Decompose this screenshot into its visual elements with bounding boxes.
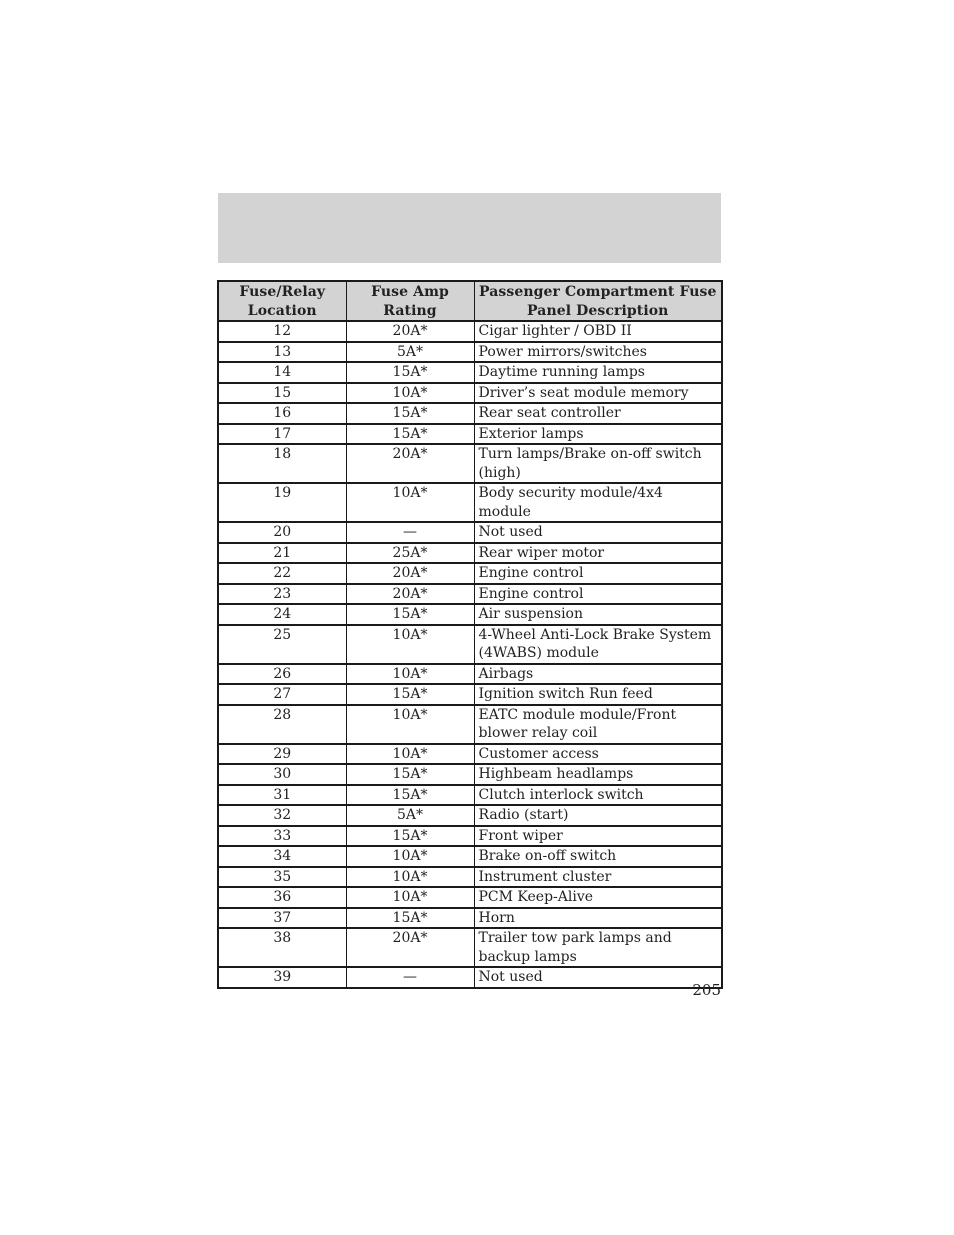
fuse-description-cell: Instrument cluster (474, 867, 722, 888)
table-row (218, 625, 722, 664)
table-row (218, 805, 722, 826)
fuse-rating-cell: 10A* (346, 483, 474, 522)
fuse-location-cell: 25 (218, 625, 346, 664)
fuse-rating-cell: 10A* (346, 383, 474, 404)
table-row (218, 424, 722, 445)
fuse-rating-cell: 15A* (346, 764, 474, 785)
fuse-description-cell: PCM Keep-Alive (474, 887, 722, 908)
fuse-description-cell: Not used (474, 522, 722, 543)
fuse-description-cell: Power mirrors/switches (474, 342, 722, 363)
fuse-rating-cell: 10A* (346, 887, 474, 908)
fuse-rating-cell: 15A* (346, 684, 474, 705)
fuse-location-cell: 39 (218, 967, 346, 988)
table-row (218, 483, 722, 522)
table-row (218, 342, 722, 363)
fuse-description-cell: Airbags (474, 664, 722, 685)
fuse-location-cell: 37 (218, 908, 346, 929)
fuse-rating-cell: 10A* (346, 846, 474, 867)
fuse-description-cell: Clutch interlock switch (474, 785, 722, 806)
table-row (218, 846, 722, 867)
table-row (218, 744, 722, 765)
fuse-description-cell: Ignition switch Run feed (474, 684, 722, 705)
table-row (218, 563, 722, 584)
fuse-rating-cell: 5A* (346, 342, 474, 363)
fuse-description-cell: 4-Wheel Anti-Lock Brake System (4WABS) module (474, 625, 722, 664)
fuse-location-cell: 28 (218, 705, 346, 744)
fuse-location-cell: 19 (218, 483, 346, 522)
fuse-location-cell: 15 (218, 383, 346, 404)
column-header-description-line1: Passenger Compartment Fuse (478, 284, 717, 300)
table-row (218, 785, 722, 806)
fuse-description-cell: Horn (474, 908, 722, 929)
fuse-rating-cell: 10A* (346, 625, 474, 664)
table-body (218, 321, 722, 988)
fuse-description-cell: Driver’s seat module memory (474, 383, 722, 404)
column-header-location-line1: Fuse/Relay (239, 284, 326, 300)
fuse-description-cell: Body security module/4x4 module (474, 483, 722, 522)
table-row (218, 764, 722, 785)
fuse-rating-cell: 15A* (346, 424, 474, 445)
fuse-description-cell: Engine control (474, 584, 722, 605)
fuse-rating-cell: 20A* (346, 584, 474, 605)
table-row (218, 684, 722, 705)
fuse-description-cell: Engine control (474, 563, 722, 584)
fuse-location-cell: 24 (218, 604, 346, 625)
fuse-location-cell: 17 (218, 424, 346, 445)
fuse-location-cell: 12 (218, 321, 346, 342)
fuse-rating-cell: 15A* (346, 826, 474, 847)
fuse-rating-cell: 15A* (346, 403, 474, 424)
table-row (218, 522, 722, 543)
table-row (218, 444, 722, 483)
page-number: 205 (692, 981, 721, 999)
fuse-location-cell: 35 (218, 867, 346, 888)
fuse-description-cell: Exterior lamps (474, 424, 722, 445)
table-row (218, 664, 722, 685)
fuse-description-cell: Daytime running lamps (474, 362, 722, 383)
fuse-rating-cell: 20A* (346, 928, 474, 967)
column-header-rating (346, 281, 474, 321)
table-row (218, 604, 722, 625)
fuse-description-cell: Brake on-off switch (474, 846, 722, 867)
fuse-location-cell: 27 (218, 684, 346, 705)
fuse-location-cell: 23 (218, 584, 346, 605)
fuse-description-cell: Radio (start) (474, 805, 722, 826)
table-row (218, 321, 722, 342)
fuse-description-cell: Cigar lighter / OBD II (474, 321, 722, 342)
table-row (218, 362, 722, 383)
column-header-rating-line2: Rating (383, 302, 437, 319)
fuse-description-cell: EATC module module/Front blower relay coil (474, 705, 722, 744)
column-header-description-line2: Panel Description (527, 302, 669, 319)
fuse-location-cell: 21 (218, 543, 346, 564)
fuse-rating-cell: 20A* (346, 563, 474, 584)
table-row (218, 867, 722, 888)
fuse-location-cell: 14 (218, 362, 346, 383)
fuse-description-cell: Front wiper (474, 826, 722, 847)
fuse-rating-cell: 25A* (346, 543, 474, 564)
table-row (218, 584, 722, 605)
fuse-location-cell: 26 (218, 664, 346, 685)
fuse-location-cell: 36 (218, 887, 346, 908)
fuse-rating-cell: 15A* (346, 362, 474, 383)
fuse-location-cell: 13 (218, 342, 346, 363)
fuse-location-cell: 30 (218, 764, 346, 785)
fuse-rating-cell: 10A* (346, 705, 474, 744)
fuse-location-cell: 20 (218, 522, 346, 543)
table-row (218, 887, 722, 908)
fuse-location-cell: 22 (218, 563, 346, 584)
column-header-description (474, 281, 722, 321)
fuse-location-cell: 33 (218, 826, 346, 847)
table-row (218, 908, 722, 929)
table-row (218, 705, 722, 744)
fuse-description-cell: Turn lamps/Brake on-off switch (high) (474, 444, 722, 483)
column-header-location-line2: Location (247, 302, 317, 319)
fuse-location-cell: 29 (218, 744, 346, 765)
fuse-rating-cell: 10A* (346, 664, 474, 685)
section-header-band (218, 193, 721, 263)
column-header-location (218, 281, 346, 321)
fuse-description-cell: Not used (474, 967, 722, 988)
table-row (218, 383, 722, 404)
fuse-description-cell: Highbeam headlamps (474, 764, 722, 785)
table-row (218, 928, 722, 967)
fuse-description-cell: Rear seat controller (474, 403, 722, 424)
fuse-description-cell: Rear wiper motor (474, 543, 722, 564)
fuse-rating-cell: 10A* (346, 867, 474, 888)
table-row (218, 543, 722, 564)
fuse-location-cell: 38 (218, 928, 346, 967)
fuse-rating-cell: 20A* (346, 444, 474, 483)
fuse-table (217, 280, 723, 989)
fuse-description-cell: Trailer tow park lamps and backup lamps (474, 928, 722, 967)
fuse-rating-cell: 15A* (346, 604, 474, 625)
table-row (218, 826, 722, 847)
fuse-location-cell: 18 (218, 444, 346, 483)
fuse-rating-cell: 5A* (346, 805, 474, 826)
fuse-location-cell: 34 (218, 846, 346, 867)
fuse-rating-cell: 20A* (346, 321, 474, 342)
fuse-rating-cell: 15A* (346, 908, 474, 929)
fuse-description-cell: Customer access (474, 744, 722, 765)
fuse-rating-cell: — (346, 522, 474, 543)
fuse-location-cell: 16 (218, 403, 346, 424)
column-header-rating-line1: Fuse Amp (371, 284, 449, 300)
fuse-location-cell: 31 (218, 785, 346, 806)
fuse-rating-cell: — (346, 967, 474, 988)
table-row (218, 403, 722, 424)
table-header-row (218, 281, 722, 321)
fuse-location-cell: 32 (218, 805, 346, 826)
fuse-description-cell: Air suspension (474, 604, 722, 625)
fuse-rating-cell: 15A* (346, 785, 474, 806)
fuse-rating-cell: 10A* (346, 744, 474, 765)
